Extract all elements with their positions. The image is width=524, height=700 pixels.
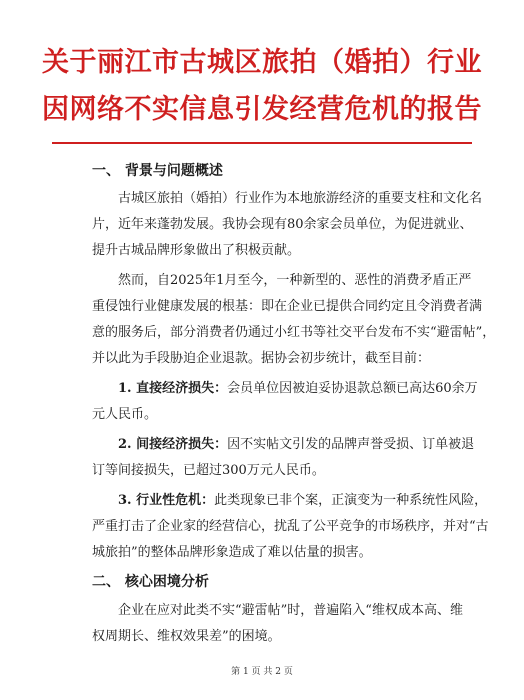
paragraph-line: 订等间接损失，已超过300万元人民币。 [92, 463, 325, 478]
list-item-1-line [118, 377, 478, 396]
page-number: 第 1 页 共 2 页 [231, 667, 293, 677]
section-heading-2: 二、 核心困境分析 [92, 574, 209, 590]
paragraph-line: 然而，自2025年1月至今，一种新型的、恶性的消费矛盾正严 [118, 273, 472, 288]
paragraph-line: 重侵蚀行业健康发展的根基：即在企业已提供合同约定且令消费者满 [92, 299, 483, 314]
report-title-line1: 关于丽江市古城区旅拍（婚拍）行业 [42, 47, 482, 78]
list-item-1-text: 会员单位因被迫妥协退款总额已高达60余万 [227, 381, 478, 396]
paragraph-line: 并以此为手段胁迫企业退款。据协会初步统计，截至目前： [92, 351, 431, 366]
list-item-1-label: 1. 直接经济损失： [118, 381, 228, 396]
list-item-2-line [118, 433, 474, 452]
section-heading-1: 一、 背景与问题概述 [92, 163, 223, 179]
report-title-line2: 因网络不实信息引发经营危机的报告 [42, 94, 482, 125]
paragraph-line: 企业在应对此类不实“避雷帖”时，普遍陷入“维权成本高、维 [118, 603, 463, 618]
list-item-3-line [118, 489, 487, 508]
list-item-3-text: 此类现象已非个案，正演变为一种系统性风险， [214, 493, 488, 508]
paragraph-line: 意的服务后，部分消费者仍通过小红书等社交平台发布不实“避雷帖”， [92, 325, 496, 340]
paragraph-line: 片，近年来蓬勃发展。我协会现有80余家会员单位，为促进就业、 [92, 217, 473, 232]
paragraph-line: 提升古城品牌形象做出了积极贡献。 [92, 243, 301, 258]
paragraph-line: 古城区旅拍（婚拍）行业作为本地旅游经济的重要支柱和文化名 [118, 191, 483, 206]
paragraph-line: 元人民币。 [92, 407, 158, 422]
list-item-2-label: 2. 间接经济损失： [118, 437, 228, 452]
paragraph-line: 严重打击了企业家的经营信心，扰乱了公平竞争的市场秩序，并对“古 [92, 519, 489, 534]
list-item-2-text: 因不实帖文引发的品牌声誉受损、订单被退 [227, 437, 475, 452]
paragraph-line: 城旅拍”的整体品牌形象造成了难以估量的损害。 [92, 545, 372, 560]
list-item-3-label: 3. 行业性危机： [118, 493, 215, 508]
title-divider [52, 142, 472, 144]
paragraph-line: 权周期长、维权效果差”的困境。 [92, 629, 281, 644]
